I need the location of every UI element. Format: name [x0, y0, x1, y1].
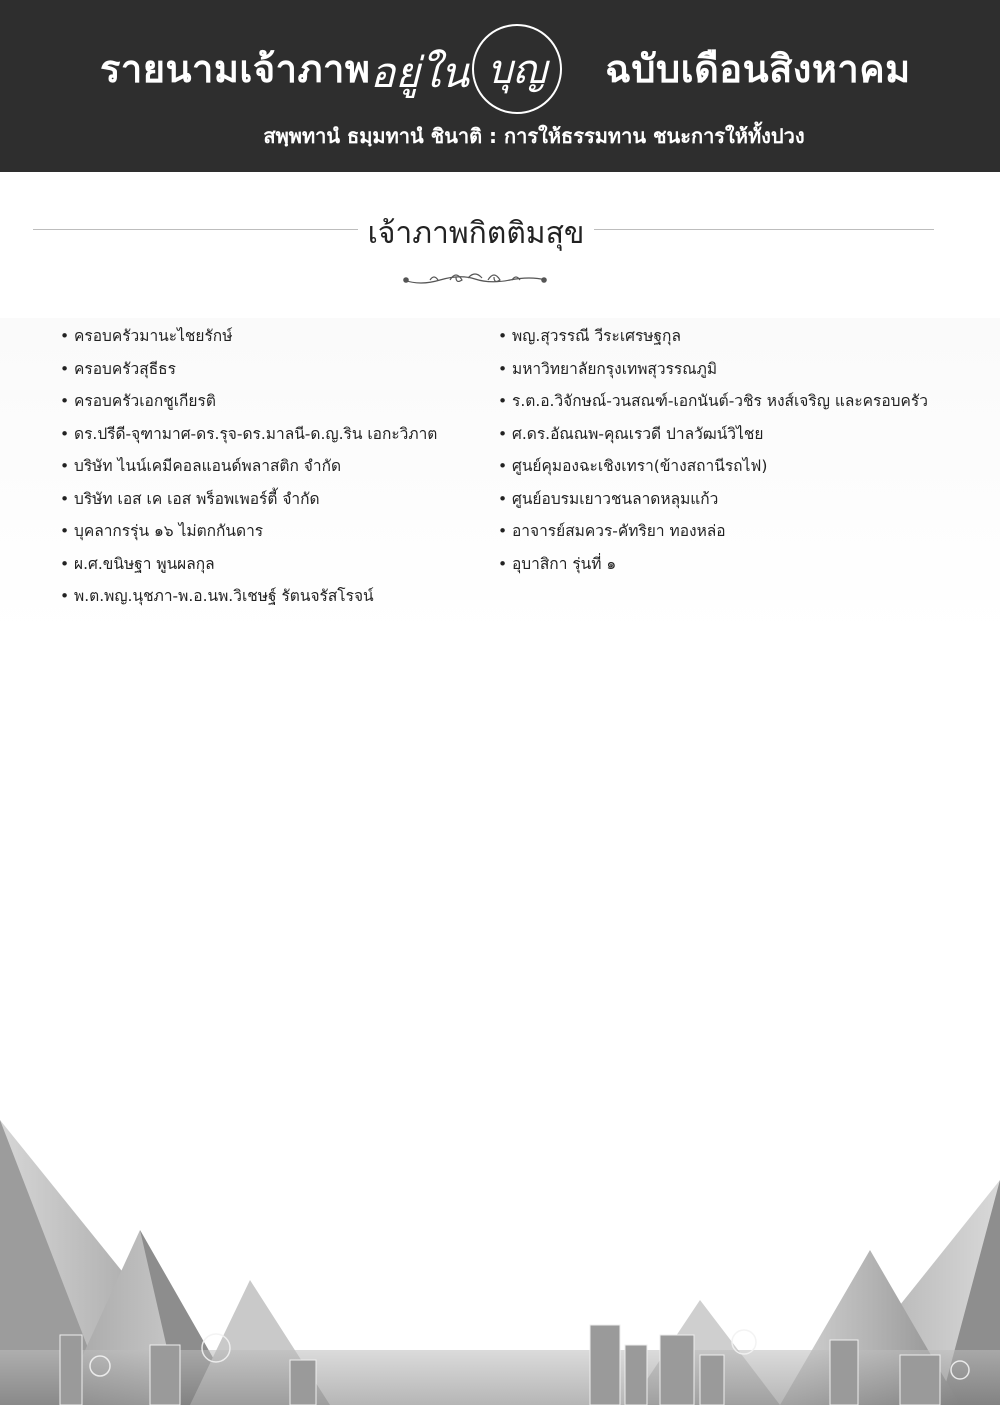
subtitle: สพฺพทานํ ธมฺมทานํ ชินาติ : การให้ธรรมทาน ชนะการให้ทั้งปวง: [263, 124, 805, 148]
list-item: • อุบาสิกา รุ่นที่ ๑: [498, 553, 958, 586]
list-item: • ครอบครัวมานะไชยรักษ์: [60, 325, 480, 358]
logo-circle-text: บุญ: [487, 47, 547, 93]
list-item: • ศ.ดร.อัณณพ-คุณเรวดี ปาลวัฒน์วิไชย: [498, 423, 958, 456]
header-banner: [0, 0, 1000, 172]
page-title-left: รายนามเจ้าภาพ: [100, 47, 371, 91]
list-item: • ครอบครัวสุธีธร: [60, 358, 480, 391]
list-item: • ครอบครัวเอกชูเกียรติ: [60, 390, 480, 423]
list-item: • มหาวิทยาลัยกรุงเทพสุวรรณภูมิ: [498, 358, 958, 391]
list-item: • พญ.สุวรรณี วีระเศรษฐกุล: [498, 325, 958, 358]
divider-right: [594, 229, 934, 230]
section-header: [0, 210, 1000, 250]
logo-circle: [472, 24, 562, 114]
page-title-right: ฉบับเดือนสิงหาคม: [605, 47, 911, 91]
list-item: • อาจารย์สมควร-คัทริยา ทองหล่อ: [498, 520, 958, 553]
list-item: • ร.ต.อ.วิจักษณ์-วนสณฑ์-เอกนันต์-วชิร หงส์เจริญ และครอบครัว: [498, 390, 958, 423]
list-item: • ดร.ปรีดี-จุฑามาศ-ดร.รุจ-ดร.มาลนี-ด.ญ.ริน เอกะวิภาต: [60, 423, 480, 456]
section-title: เจ้าภาพกิตติมสุข: [367, 216, 585, 251]
logo: [358, 22, 588, 120]
logo-script-text: อยู่ใน: [370, 48, 470, 97]
divider-left: [33, 229, 358, 230]
ornament-flourish-icon: [400, 268, 550, 290]
pyramid-crystal-landscape-illustration: [0, 1120, 1000, 1405]
list-item: • ศูนย์อบรมเยาวชนลาดหลุมแก้ว: [498, 488, 958, 521]
donor-list-right: [498, 325, 958, 585]
list-item: • พ.ต.พญ.นุชภา-พ.อ.นพ.วิเชษฐ์ รัตนจรัสโรจน์: [60, 585, 480, 618]
list-item: • บริษัท ไนน์เคมีคอลแอนด์พลาสติก จำกัด: [60, 455, 480, 488]
donor-list-left: [60, 325, 480, 618]
list-item: • บุคลากรรุ่น ๑๖ ไม่ตกกันดาร: [60, 520, 480, 553]
list-item: • ผ.ศ.ขนิษฐา พูนผลกุล: [60, 553, 480, 586]
list-item: • บริษัท เอส เค เอส พร็อพเพอร์ตี้ จำกัด: [60, 488, 480, 521]
list-item: • ศูนย์คุมองฉะเชิงเทรา(ข้างสถานีรถไฟ): [498, 455, 958, 488]
